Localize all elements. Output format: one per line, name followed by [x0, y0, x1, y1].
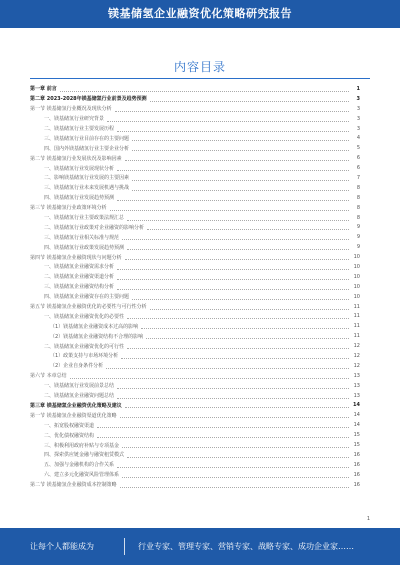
toc-leader-dots: [117, 278, 349, 280]
toc-entry-page: 3: [356, 95, 360, 102]
toc-entry-title: 五、加强与金融机构的合作关系: [44, 462, 115, 469]
toc-entry-title: （1）镁基储氢企业融资成本过高的影响: [50, 323, 139, 330]
toc-entry-item[interactable]: [30, 430, 360, 440]
toc-entry-page: 10: [353, 254, 360, 261]
toc-leader-dots: [110, 209, 349, 211]
toc-divider: [30, 78, 370, 79]
toc-leader-dots: [132, 189, 349, 191]
toc-leader-dots: [122, 476, 349, 478]
toc-entry-title: 一、镁基储氢行业主要政策法规汇总: [44, 215, 125, 222]
toc-entry-page: 12: [353, 352, 360, 359]
toc-entry-page: 9: [356, 244, 360, 251]
toc-entry-page: 14: [353, 412, 360, 419]
toc-entry-chapter[interactable]: [30, 401, 360, 411]
toc-entry-page: 16: [353, 481, 360, 488]
toc-entry-title: 第一节 镁基储氢企业融资渠道优化策略: [30, 412, 117, 419]
toc-entry-page: 6: [356, 165, 360, 172]
toc-entry-title: 四、镁基储氢行业政策发展趋势预测: [44, 244, 125, 251]
toc-entry-title: 第一节 镁基储氢行业概况及现状分析: [30, 106, 112, 113]
toc-entry-page: 9: [356, 224, 360, 231]
toc-leader-dots: [121, 357, 349, 359]
toc-entry-item[interactable]: [30, 213, 360, 223]
toc-entry-page: 15: [353, 432, 360, 439]
toc-leader-dots: [117, 288, 349, 290]
toc-entry-page: 16: [353, 471, 360, 478]
toc-entry-item[interactable]: [30, 470, 360, 480]
toc-leader-dots: [117, 130, 349, 132]
toc-entry-page: 11: [353, 333, 360, 340]
toc-entry-page: 10: [353, 273, 360, 280]
toc-leader-dots: [117, 199, 349, 201]
toc-entry-title: 第四节 镁基储氢企业融资现状与问题分析: [30, 254, 122, 261]
toc-entry-subitem[interactable]: [30, 331, 360, 341]
toc-entry-title: 四、镁基储氢行业发展趋势预测: [44, 195, 115, 202]
toc-entry-item[interactable]: [30, 391, 360, 401]
toc-heading: 内容目录: [173, 60, 226, 74]
toc-entry-title: 二、影响镁基储氢行业发展的主要因素: [44, 175, 130, 182]
toc-entry-page: 13: [353, 372, 360, 379]
toc-entry-page: 13: [353, 392, 360, 399]
toc-leader-dots: [120, 416, 349, 418]
report-footer: [0, 528, 400, 565]
toc-entry-title: 三、积极利用政府补贴与专项基金: [44, 442, 120, 449]
toc-entry-page: 16: [353, 461, 360, 468]
toc-entry-title: 一、镁基储氢行业发展前景总结: [44, 383, 115, 390]
toc-entry-title: 第一章 前言: [30, 86, 57, 93]
toc-entry-item[interactable]: [30, 242, 360, 252]
toc-leader-dots: [117, 169, 349, 171]
toc-entry-page: 14: [353, 402, 360, 409]
toc-entry-title: 第二节 镁基储氢行业发展状况及影响因素: [30, 155, 122, 162]
toc-leader-dots: [132, 139, 349, 141]
toc-entry-title: 第五节 镁基储氢企业融资优化的必要性与可行性分析: [30, 304, 147, 311]
toc-entry-page: 11: [353, 323, 360, 330]
toc-leader-dots: [117, 466, 349, 468]
toc-entry-title: 一、镁基储氢行业发展现状分析: [44, 165, 115, 172]
toc-entry-page: 1: [356, 85, 360, 92]
report-title: 镁基储氢企业融资优化策略研究报告: [108, 7, 292, 20]
toc-entry-page: 6: [356, 155, 360, 162]
toc-entry-title: 四、镁基储氢企业融资存在的主要问题: [44, 294, 130, 301]
toc-entry-page: 10: [353, 263, 360, 270]
footer-slogan-right: 行业专家、管理专家、营销专家、战略专家、成功企业家……: [138, 542, 354, 551]
toc-entry-page: 3: [356, 125, 360, 132]
toc-entry-item[interactable]: [30, 173, 360, 183]
report-header: [0, 0, 400, 28]
toc-entry-item[interactable]: [30, 124, 360, 134]
toc-entry-title: 二、镁基储氢企业融资渠道分析: [44, 274, 115, 281]
toc-leader-dots: [127, 248, 349, 250]
table-of-contents: [30, 84, 360, 490]
toc-leader-dots: [132, 298, 349, 300]
toc-entry-title: 二、镁基储氢行业政策对企业融资的影响分析: [44, 224, 145, 231]
toc-entry-page: 15: [353, 442, 360, 448]
toc-leader-dots: [150, 308, 349, 310]
toc-leader-dots: [125, 159, 349, 161]
toc-entry-title: 第六节 本章总结: [30, 373, 67, 380]
toc-entry-page: 3: [356, 115, 360, 122]
toc-entry-section[interactable]: [30, 104, 360, 114]
toc-entry-section[interactable]: [30, 153, 360, 163]
toc-entry-item[interactable]: [30, 420, 360, 430]
toc-entry-page: 10: [353, 283, 360, 290]
toc-leader-dots: [127, 347, 349, 349]
toc-entry-chapter[interactable]: [30, 84, 360, 94]
toc-leader-dots: [97, 436, 349, 438]
toc-entry-title: 四、国内外镁基储氢行业主要企业分析: [44, 145, 130, 152]
toc-entry-page: 10: [353, 293, 360, 300]
toc-entry-item[interactable]: [30, 292, 360, 302]
toc-entry-section[interactable]: [30, 302, 360, 312]
toc-entry-title: （2）企业自身条件分析: [50, 363, 104, 370]
toc-leader-dots: [115, 110, 349, 112]
toc-entry-page: 13: [353, 382, 360, 389]
toc-entry-subitem[interactable]: [30, 351, 360, 361]
toc-entry-item[interactable]: [30, 440, 360, 450]
toc-entry-item[interactable]: [30, 114, 360, 124]
toc-entry-page: 4: [356, 135, 360, 142]
toc-leader-dots: [97, 426, 349, 428]
toc-entry-title: 一、镁基储氢行业研究背景: [44, 116, 105, 123]
toc-leader-dots: [147, 228, 349, 230]
toc-entry-item[interactable]: [30, 262, 360, 272]
toc-leader-dots: [117, 387, 349, 389]
toc-entry-item[interactable]: [30, 222, 360, 232]
toc-entry-item[interactable]: [30, 450, 360, 460]
toc-leader-dots: [141, 327, 349, 329]
toc-entry-title: 三、镁基储氢行业目前存在的主要问题: [44, 135, 130, 142]
toc-entry-title: 三、镁基储氢行业相关标准与规范: [44, 234, 120, 241]
toc-entry-item[interactable]: [30, 163, 360, 173]
toc-entry-title: 一、镁基储氢企业融资优化的必要性: [44, 313, 125, 320]
toc-entry-chapter[interactable]: [30, 94, 360, 104]
toc-entry-subitem[interactable]: [30, 361, 360, 371]
toc-entry-item[interactable]: [30, 193, 360, 203]
toc-leader-dots: [117, 397, 349, 399]
toc-entry-title: 四、探索供应链金融与融资租赁模式: [44, 452, 125, 459]
toc-entry-title: 二、镁基储氢企业融资问题总结: [44, 393, 115, 400]
toc-leader-dots: [122, 238, 349, 240]
toc-leader-dots: [150, 100, 349, 102]
toc-entry-section[interactable]: [30, 410, 360, 420]
toc-entry-page: 14: [353, 422, 360, 429]
toc-entry-section[interactable]: [30, 480, 360, 490]
toc-entry-item[interactable]: [30, 311, 360, 321]
toc-entry-title: 三、镁基储氢行业未来发展机遇与挑战: [44, 185, 130, 192]
page-number: 1: [366, 516, 370, 522]
footer-divider: [124, 538, 125, 555]
toc-entry-page: 3: [356, 105, 360, 112]
toc-entry-item[interactable]: [30, 341, 360, 351]
toc-entry-item[interactable]: [30, 133, 360, 143]
toc-leader-dots: [146, 337, 349, 339]
toc-entry-page: 8: [356, 214, 360, 221]
toc-entry-title: （1）政策支持与市场环境分析: [50, 353, 119, 360]
toc-entry-item[interactable]: [30, 183, 360, 193]
toc-entry-title: 三、镁基储氢企业融资结构分析: [44, 284, 115, 291]
toc-entry-page: 9: [356, 234, 360, 241]
toc-entry-item[interactable]: [30, 272, 360, 282]
toc-entry-item[interactable]: [30, 232, 360, 242]
toc-leader-dots: [132, 149, 349, 151]
toc-leader-dots: [70, 377, 349, 379]
toc-entry-title: 第三章 镁基储氢企业融资优化策略及建议: [30, 402, 122, 409]
toc-entry-page: 11: [353, 303, 360, 310]
toc-entry-page: 12: [353, 343, 360, 350]
toc-entry-title: 六、建立多元化融资风险管理体系: [44, 472, 120, 479]
toc-leader-dots: [127, 219, 349, 221]
toc-entry-title: 二、镁基储氢企业融资优化的可行性: [44, 343, 125, 350]
toc-entry-title: （2）镁基储氢企业融资结构不合理的影响: [50, 333, 144, 340]
footer-slogan-left: 让每个人都能成为: [30, 542, 94, 551]
toc-leader-dots: [125, 406, 349, 408]
toc-leader-dots: [106, 367, 349, 369]
toc-leader-dots: [117, 268, 349, 270]
toc-leader-dots: [120, 486, 349, 488]
toc-entry-section[interactable]: [30, 203, 360, 213]
toc-entry-page: 16: [353, 451, 360, 458]
toc-leader-dots: [127, 317, 349, 319]
toc-leader-dots: [132, 179, 349, 181]
toc-entry-title: 第三节 镁基储氢行业政策环境分析: [30, 205, 107, 212]
toc-entry-page: 11: [353, 313, 360, 320]
toc-leader-dots: [122, 446, 349, 448]
toc-entry-section[interactable]: [30, 252, 360, 262]
toc-entry-page: 7: [356, 174, 360, 181]
toc-leader-dots: [125, 258, 349, 260]
toc-entry-title: 第二节 镁基储氢企业融资成本控制策略: [30, 482, 117, 489]
toc-leader-dots: [127, 456, 349, 458]
toc-entry-page: 8: [356, 204, 360, 211]
toc-entry-page: 8: [356, 184, 360, 191]
toc-entry-page: 12: [353, 362, 360, 369]
toc-entry-item[interactable]: [30, 143, 360, 153]
toc-entry-title: 一、拓宽股权融资渠道: [44, 422, 95, 429]
toc-entry-item[interactable]: [30, 282, 360, 292]
toc-entry-title: 第二章 2023-2028年镁基储氢行业前景及趋势预测: [30, 96, 147, 103]
toc-entry-title: 一、镁基储氢企业融资需求分析: [44, 264, 115, 271]
toc-entry-page: 8: [356, 194, 360, 201]
toc-entry-title: 二、镁基储氢行业主要发展历程: [44, 126, 115, 132]
toc-entry-section[interactable]: [30, 371, 360, 381]
toc-entry-item[interactable]: [30, 381, 360, 391]
toc-leader-dots: [60, 90, 349, 92]
toc-entry-item[interactable]: [30, 460, 360, 470]
toc-entry-title: 二、优化债权融资结构: [44, 432, 95, 439]
toc-entry-page: 5: [356, 145, 360, 152]
toc-leader-dots: [107, 120, 349, 122]
toc-entry-subitem[interactable]: [30, 321, 360, 331]
